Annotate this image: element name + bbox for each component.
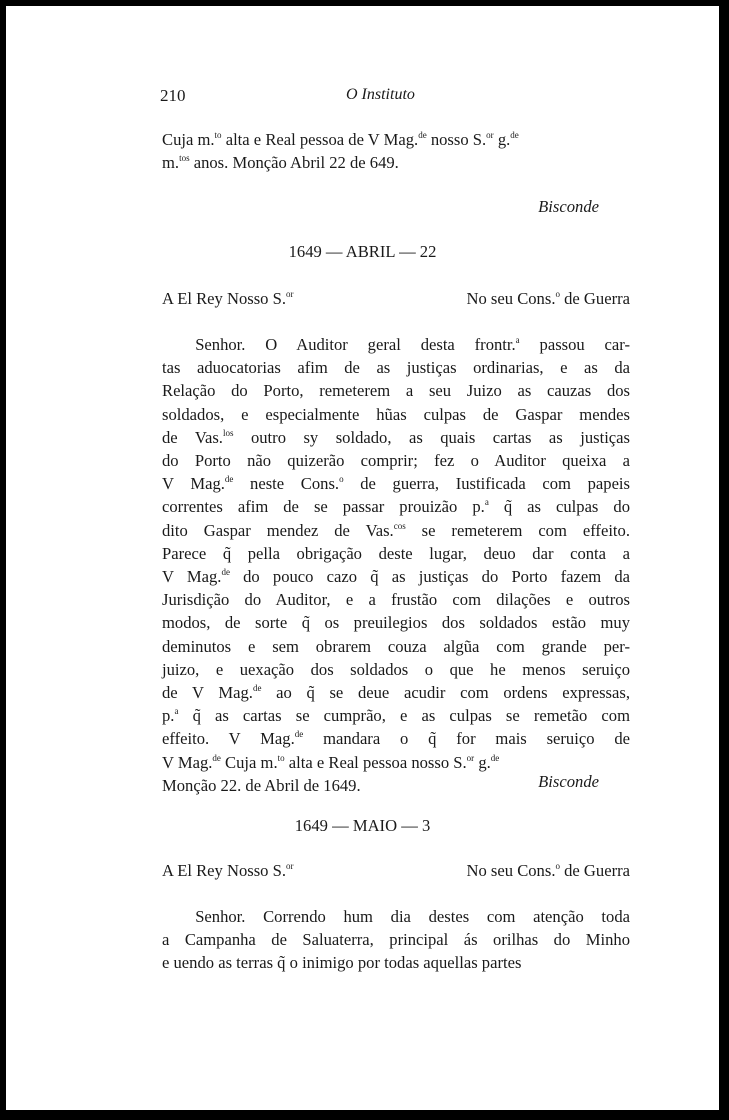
superscript-abbrev: de bbox=[252, 683, 262, 694]
text-line: Jurisdição do Auditor, e a frustão com dilações e outros bbox=[162, 590, 630, 610]
text-line: Monção 22. de Abril de 1649. bbox=[162, 775, 361, 795]
text-line: soldados, e especialmente hũas culpas de Gaspar mendes bbox=[162, 404, 630, 424]
superscript-abbrev: o bbox=[555, 861, 560, 871]
text-line: V Mag.$^{de}$ do pouco cazo q̃ as justiças do Porto fazem da bbox=[162, 567, 630, 587]
superscript-abbrev: o bbox=[555, 289, 560, 299]
text-line: Cuja m.$^{to}$ alta e Real pessoa de V Mag.$^{de}$ nosso S.$^{or}$ g.$^{de}$ bbox=[162, 130, 519, 149]
text-line: de Vas.$^{los}$ outro sy soldado, as quais cartas as justiças bbox=[162, 427, 630, 447]
superscript-abbrev: or bbox=[486, 130, 494, 140]
superscript-abbrev: de bbox=[212, 752, 221, 763]
page-number: 210 bbox=[160, 86, 186, 105]
superscript-abbrev: a bbox=[174, 706, 179, 717]
document-page bbox=[6, 6, 719, 1110]
superscript-abbrev: cos bbox=[393, 520, 406, 531]
text-line: Parece q̃ pella obrigação deste lugar, deuo dar conta a bbox=[162, 543, 630, 563]
text-line: correntes afim de se passar prouizão p.$^a$ q̃ as culpas do bbox=[162, 497, 631, 517]
letter1-tail-body bbox=[162, 128, 630, 174]
text-line: deminutos e sem obrarem couza algũa com grande per- bbox=[162, 636, 630, 656]
superscript-abbrev: or bbox=[286, 861, 294, 871]
letter3-date: 1649 — MAIO — 3 bbox=[294, 816, 431, 835]
text-line: tas aduocatorias afim de as justiças ordinarias, e as da bbox=[162, 358, 630, 378]
text-line: de V Mag.$^{de}$ ao q̃ se deue acudir com ordens expressas, bbox=[162, 683, 630, 703]
text-line: a Campanha de Saluaterra, principal ás orilhas do Minho bbox=[162, 930, 630, 950]
superscript-abbrev: de bbox=[490, 752, 500, 763]
superscript-abbrev: de bbox=[221, 567, 230, 578]
superscript-abbrev: o bbox=[339, 474, 344, 485]
superscript-abbrev: de bbox=[224, 474, 234, 485]
letter3-addressee: A El Rey Nosso S.$^{or}$ bbox=[162, 861, 294, 880]
page-header bbox=[6, 86, 719, 108]
letter3-body bbox=[162, 905, 630, 975]
superscript-abbrev: or bbox=[286, 289, 294, 299]
superscript-abbrev: de bbox=[510, 130, 519, 140]
running-title: O Instituto bbox=[346, 86, 415, 103]
superscript-abbrev: to bbox=[214, 130, 222, 140]
text-line: p.$^a$ q̃ as cartas se cumprão, e as culpas se remetão com bbox=[162, 706, 630, 726]
superscript-abbrev: to bbox=[277, 752, 285, 763]
text-line: dito Gaspar mendez de Vas.$^{cos}$ se remeterem com effeito. bbox=[162, 520, 630, 540]
text-line: V Mag.$^{de}$ neste Cons.$^o$ de guerra, Iustificada com papeis bbox=[162, 474, 630, 494]
superscript-abbrev: tos bbox=[179, 153, 190, 164]
text-line: Senhor. O Auditor geral desta frontr.$^a$ passou car- bbox=[162, 335, 631, 354]
superscript-abbrev: or bbox=[466, 752, 475, 763]
text-line: modos, de sorte q̃ os preuilegios dos soldados estão muy bbox=[162, 613, 630, 633]
text-line: V Mag.$^{de}$ Cuja m.$^{to}$ alta e Real pessoa nosso S.$^{or}$ g.$^{de}$ bbox=[162, 752, 500, 772]
text-line: juizo, e uexação dos soldados o que he menos seruiço bbox=[162, 659, 630, 679]
text-line: do Porto não quizerão comprir; fez o Auditor queixa a bbox=[162, 451, 630, 471]
letter2-signature: Bisconde bbox=[538, 772, 599, 791]
text-line: Senhor. Correndo hum dia destes com atenção toda bbox=[162, 907, 630, 926]
text-line: effeito. V Mag.$^{de}$ mandara o q̃ for mais seruiço de bbox=[162, 729, 630, 749]
text-line: Relação do Porto, remeterem a seu Juizo as cauzas dos bbox=[162, 381, 630, 401]
superscript-abbrev: a bbox=[515, 335, 520, 345]
letter1-signature: Bisconde bbox=[538, 197, 599, 216]
superscript-abbrev: de bbox=[418, 130, 427, 140]
text-line: e uendo as terras q̃ o inimigo por todas aquellas partes bbox=[162, 953, 522, 973]
letter2-addressee: A El Rey Nosso S.$^{or}$ bbox=[162, 289, 294, 308]
text-line: m.$^{tos}$ anos. Monção Abril 22 de 649. bbox=[162, 153, 399, 173]
superscript-abbrev: los bbox=[222, 427, 234, 438]
letter2-date: 1649 — ABRIL — 22 bbox=[288, 242, 437, 261]
letter2-body bbox=[162, 333, 630, 797]
letter2-location: No seu Cons.$^o$ de Guerra bbox=[466, 289, 630, 308]
superscript-abbrev: de bbox=[294, 729, 304, 740]
superscript-abbrev: a bbox=[484, 497, 489, 508]
letter3-location: No seu Cons.$^o$ de Guerra bbox=[466, 861, 630, 880]
